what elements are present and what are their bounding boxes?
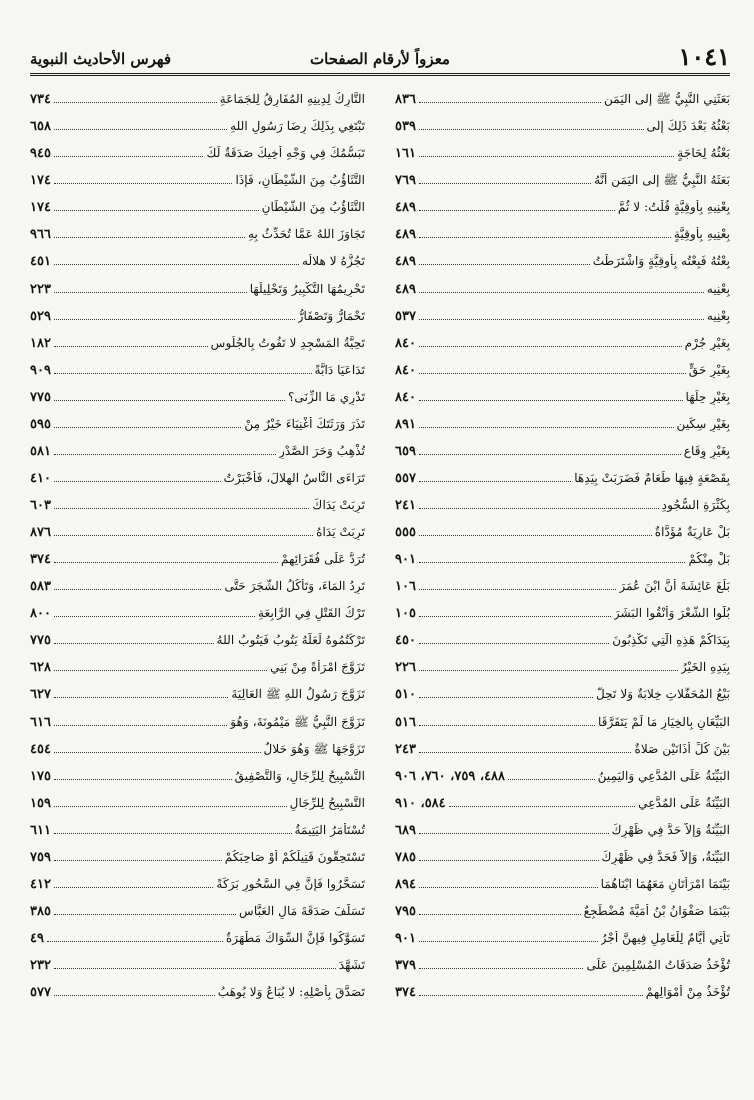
- page-reference: ٧٧٥: [30, 633, 51, 649]
- page-reference: ٦١٦: [30, 714, 51, 730]
- index-entry: [30, 188, 365, 215]
- index-entry: [30, 405, 365, 432]
- page-reference: ٥٩٥: [30, 416, 51, 432]
- page-reference: ١٧٤: [30, 173, 51, 189]
- hadith-text: التَّسْبِيحُ لِلرِّجَالِ، وَالتَّصْفِيقُ: [234, 768, 365, 783]
- page-reference: ٤٥٤: [30, 741, 51, 757]
- hadith-text: تُذْهِبُ وَحَرَ الصَّدْرِ: [278, 443, 365, 458]
- index-entry: [395, 757, 730, 784]
- page-reference: ٨٧٦: [30, 525, 51, 541]
- hadith-text: تَدَاعَيَا دَابَّةً: [314, 362, 365, 377]
- hadith-text: بَيْنَ كُلِّ أَذَانَيْنِ صَلاةٌ: [634, 741, 730, 756]
- hadith-text: تَرِبَتْ يَدَاكَ: [312, 498, 365, 512]
- hadith-text: البَيِّنَةُ، وَإِلاَّ فَحَدٌّ فِي ظَهْرِكَ: [601, 849, 730, 864]
- dot-leader: [508, 779, 595, 780]
- page-reference: ٣٧٤: [30, 552, 51, 568]
- dot-leader: [419, 725, 595, 726]
- index-entry: [30, 459, 365, 486]
- index-entry: [395, 730, 730, 757]
- index-entry: [30, 675, 365, 702]
- dot-leader: [419, 833, 609, 834]
- dot-leader: [54, 833, 292, 834]
- index-entry: [395, 675, 730, 702]
- page-reference: ٢٤٣: [395, 741, 416, 757]
- index-entry: [30, 648, 365, 675]
- page-reference: ١٠٦: [395, 579, 416, 595]
- index-entry: [30, 107, 365, 134]
- page-reference: ٤١٢: [30, 876, 51, 892]
- dot-leader: [54, 454, 276, 455]
- index-entry: [30, 378, 365, 405]
- page-reference: ٧٥٩: [30, 849, 51, 865]
- page-reference: ٦٥٨: [30, 119, 51, 135]
- hadith-text: بِكَثْرَةِ السُّجُودِ: [661, 498, 730, 512]
- index-entry: [30, 161, 365, 188]
- dot-leader: [419, 373, 686, 374]
- dot-leader: [419, 752, 631, 753]
- page-reference: ٤٨٩: [395, 281, 416, 297]
- dot-leader: [54, 102, 217, 103]
- page-reference: ٥١٠: [395, 687, 416, 703]
- dot-leader: [54, 210, 259, 211]
- index-entry: [30, 865, 365, 892]
- hadith-text: تَجَاوَزَ اللهُ عَمَّا تُحَدِّثُ بِهِ: [248, 227, 365, 242]
- hadith-text: تَزَوَّجَ رَسُولُ اللهِ ﷺ العَالِيَةَ: [231, 687, 365, 702]
- dot-leader: [54, 589, 222, 590]
- page-reference: ٧٨٥: [395, 849, 416, 865]
- index-entry: [395, 459, 730, 486]
- dot-leader: [419, 697, 593, 698]
- page-reference: ٨٩٤: [395, 876, 416, 892]
- index-entry: [395, 80, 730, 107]
- index-entry: [395, 865, 730, 892]
- index-entry: [395, 648, 730, 675]
- page-number: ١٠٤١: [678, 42, 730, 71]
- index-entry: [395, 919, 730, 946]
- page-reference: ٤٨٩: [395, 200, 416, 216]
- dot-leader: [54, 400, 285, 401]
- index-entry: [395, 594, 730, 621]
- page-reference: ٩٠١: [395, 931, 416, 946]
- index-entry: [30, 242, 365, 269]
- hadith-text: تَرِبَتْ يَدَاهُ: [316, 525, 365, 540]
- dot-leader: [54, 995, 215, 996]
- index-entry: [30, 702, 365, 729]
- dot-leader: [419, 941, 598, 942]
- index-entry: [395, 838, 730, 865]
- hadith-text: تَرْكُ القَتْلِ فِي الرَّابِعَةِ: [258, 606, 365, 621]
- page-reference: ٤٨٩: [395, 227, 416, 243]
- index-entry: [395, 892, 730, 919]
- index-title: فهرس الأحاديث النبوية: [30, 50, 172, 68]
- dot-leader: [54, 670, 267, 671]
- dot-leader: [54, 264, 299, 265]
- hadith-text: تُسْتَأْمَرُ اليَتِيمَةُ: [294, 822, 365, 837]
- dot-leader: [54, 968, 336, 969]
- hadith-text: بِعْنِيهِ بِأُوقِيَّةٍ قُلْتُ: لا ثُمَّ: [617, 200, 730, 215]
- page-reference: ٩٦٦: [30, 227, 51, 243]
- dot-leader: [419, 319, 704, 320]
- hadith-text: تُؤْخَذُ مِنْ أَمْوَالِهِمْ: [645, 985, 730, 1000]
- page-reference: ٧٩٥: [395, 903, 416, 919]
- page-reference: ٧٧٥: [30, 389, 51, 405]
- index-entry: [395, 351, 730, 378]
- page-reference: ٨٤٠: [395, 335, 416, 351]
- page-reference: ٩٠٩: [30, 362, 51, 378]
- hadith-text: تَشَهَّدَ: [338, 958, 365, 973]
- index-entry: [30, 297, 365, 324]
- index-entry: [30, 784, 365, 811]
- hadith-text: تَبَسُّمُكَ فِي وَجْهِ أَخِيكَ صَدَقَةٌ لَكَ: [206, 146, 365, 161]
- dot-leader: [54, 779, 232, 780]
- dot-leader: [419, 995, 643, 996]
- page-reference: ٥٧٧: [30, 985, 51, 1001]
- index-entry: [395, 134, 730, 161]
- page-reference: ٦٠٣: [30, 498, 51, 513]
- hadith-text: تَزَوَّجَ النَّبِيُّ ﷺ مَيْمُونَةَ، وَهُوَ: [230, 714, 365, 729]
- dot-leader: [54, 887, 213, 888]
- index-entry: [395, 486, 730, 513]
- page-reference: ٤٩: [30, 931, 44, 946]
- index-entry: [395, 702, 730, 729]
- hadith-text: التَّارِكُ لِدِينِهِ المُفَارِقُ لِلجَمَاعَةِ: [219, 92, 365, 107]
- page-reference: ٨٠٠: [30, 606, 51, 622]
- page-reference: ٥٥٥: [395, 525, 416, 541]
- dot-leader: [54, 697, 228, 698]
- page-reference: ٧٣٤: [30, 92, 51, 108]
- dot-leader: [54, 616, 255, 617]
- hadith-text: تَأْتِي أَيَّامٌ لِلْعَامِلِ فِيهِنَّ أَجْرُ: [600, 931, 730, 945]
- index-entry: [30, 838, 365, 865]
- page-reference: ٢٢٣: [30, 281, 51, 297]
- index-entry: [395, 973, 730, 1000]
- dot-leader: [54, 860, 222, 861]
- dot-leader: [54, 292, 247, 293]
- hadith-text: تَذَرَ وَرَثَتَكَ أَغْنِيَاءَ خَيْرٌ مِنْ: [244, 416, 365, 431]
- hadith-text: التَّسْبِيحُ لِلرِّجَالِ: [289, 795, 365, 810]
- dot-leader: [419, 427, 674, 428]
- dot-leader: [54, 914, 236, 915]
- dot-leader: [419, 454, 681, 455]
- index-entry: [395, 269, 730, 296]
- dot-leader: [47, 941, 223, 942]
- page-reference: ٦١١: [30, 822, 51, 838]
- dot-leader: [419, 346, 682, 347]
- index-entry: [395, 513, 730, 540]
- dot-leader: [54, 752, 261, 753]
- page-reference: ٥٨٤، ٩١٠: [395, 795, 446, 811]
- dot-leader: [54, 319, 295, 320]
- hadith-text: التَّثَاؤُبُ مِنَ الشَّيْطَانِ، فَإِذَا: [235, 173, 365, 188]
- dot-leader: [54, 373, 312, 374]
- hadith-text: تُؤْخَذُ صَدَقَاتُ المُسْلِمِينَ عَلَى: [586, 958, 730, 973]
- dot-leader: [419, 616, 611, 617]
- dot-leader: [419, 643, 609, 644]
- index-entry: [30, 351, 365, 378]
- hadith-text: تَزَوَّجَهَا ﷺ وَهُوَ حَلالٌ: [263, 741, 365, 756]
- hadith-text: تَرِدُ المَاءَ، وَتَأْكُلُ الشَّجَرَ حَتَّى: [224, 579, 365, 594]
- dot-leader: [419, 237, 671, 238]
- index-entry: [395, 107, 730, 134]
- hadith-text: تَحْرِيمُهَا التَّكْبِيرُ وَتَحْلِيلُهَا: [249, 281, 365, 296]
- index-entry: [395, 946, 730, 973]
- page-reference: ٤٨٩: [395, 254, 416, 270]
- dot-leader: [54, 237, 245, 238]
- page-reference: ٦٨٩: [395, 822, 416, 838]
- dot-leader: [54, 183, 232, 184]
- hadith-text: بَعْثُهُ لِحَاجَةٍ: [677, 146, 730, 161]
- page-reference: ٨٤٠: [395, 389, 416, 405]
- page-reference: ٣٧٤: [395, 985, 416, 1001]
- hadith-text: تَحِيَّةُ المَسْجِدِ لا تَفُوتُ بِالجُلُوسِ: [210, 335, 365, 350]
- page-reference: ٣٨٥: [30, 903, 51, 919]
- hadith-text: تَزَوَّجَ امْرَأَةً مِنْ بَنِي: [270, 660, 365, 675]
- index-entry: [395, 215, 730, 242]
- hadith-text: بَلَغَ عَائِشَةَ أَنَّ ابْنَ عُمَرَ: [619, 579, 730, 594]
- index-entry: [30, 215, 365, 242]
- dot-leader: [54, 481, 221, 482]
- hadith-text: بَلْ مِنْكُمْ: [688, 552, 730, 567]
- hadith-text: تَرْكَتُمُوهُ لَعَلَّهُ يَتُوبُ فَيَتُوبُ اللهُ: [216, 633, 365, 648]
- page-reference: ٦٢٨: [30, 660, 51, 676]
- index-entry: [395, 540, 730, 567]
- running-title: معزواً لأرقام الصفحات: [310, 50, 450, 68]
- right-column: [395, 80, 730, 1000]
- dot-leader: [419, 508, 659, 509]
- page-reference: ٩٠١: [395, 552, 416, 568]
- index-entry: [30, 486, 365, 513]
- index-entry: [395, 405, 730, 432]
- hadith-text: بَيْعُ المُحَفَّلاتِ خِلابَةٌ وَلا تَحِلُّ: [595, 687, 730, 702]
- header-rule: [30, 73, 730, 76]
- hadith-text: بِقَصْعَةٍ فِيهَا طَعَامٌ فَضَرَبَتْ بِيَدِهَا: [574, 470, 730, 485]
- hadith-text: بِغَيْرِ جُرْمٍ: [684, 335, 730, 350]
- page-reference: ٨٣٦: [395, 92, 416, 108]
- page-reference: ٥٨١: [30, 443, 51, 459]
- page-reference: ٤٨٨، ٧٥٩، ٧٦٠، ٩٠٦: [395, 768, 506, 784]
- page-reference: ١٥٩: [30, 795, 51, 811]
- index-entry: [395, 621, 730, 648]
- index-entry: [395, 324, 730, 351]
- index-entry: [30, 973, 365, 1000]
- dot-leader: [419, 535, 652, 536]
- page-reference: ٣٧٩: [395, 958, 416, 974]
- index-entry: [395, 567, 730, 594]
- index-entry: [30, 567, 365, 594]
- hadith-text: بَيْنَمَا صَفْوَانُ بْنُ أُمَيَّةَ مُضْطَجِعٌ: [583, 903, 730, 918]
- index-entry: [395, 784, 730, 811]
- hadith-text: بِعْنِيه: [706, 281, 730, 296]
- hadith-text: بَيْنَمَا امْرَأَتَانِ مَعَهُمَا ابْنَاهُمَا: [600, 876, 730, 891]
- hadith-text: البَيِّعَانِ بِالخِيَارِ مَا لَمْ يَتَفَرَّقَا: [597, 714, 730, 729]
- index-entry: [395, 811, 730, 838]
- index-entry: [395, 242, 730, 269]
- hadith-text: بُلُّوا الشَّعْرَ وَأَنْقُوا البَشَرَ: [613, 606, 730, 621]
- dot-leader: [419, 887, 598, 888]
- hadith-text: بَلْ عَارِيَةٌ مُؤَدَّاةٌ: [654, 525, 730, 540]
- hadith-text: تَسَحَّرُوا فَإِنَّ فِي السَّحُورِ بَرَكَةً: [216, 876, 365, 891]
- hadith-text: تَحْمَارُّ وَتَصْفَارُّ: [297, 308, 365, 323]
- page-reference: ٨٩١: [395, 416, 416, 432]
- hadith-text: البَيِّنَةُ عَلَى المُدَّعِي: [638, 795, 730, 810]
- dot-leader: [449, 806, 636, 807]
- dot-leader: [419, 183, 591, 184]
- page-reference: ٥٢٩: [30, 308, 51, 324]
- index-entry: [395, 188, 730, 215]
- page-reference: ٨٤٠: [395, 362, 416, 378]
- left-column: [30, 80, 365, 1000]
- page-reference: ٥٣٩: [395, 119, 416, 135]
- index-entry: [30, 811, 365, 838]
- hadith-text: بِعْنِيه: [706, 308, 730, 323]
- dot-leader: [419, 481, 571, 482]
- page-reference: ٤٥١: [30, 254, 51, 270]
- index-columns: [30, 80, 730, 1000]
- hadith-text: بِعْنِيهِ بِأُوقِيَّةٍ: [673, 227, 730, 242]
- index-entry: [395, 297, 730, 324]
- hadith-text: بِيَدِهِ الخَيْرُ: [680, 660, 730, 675]
- hadith-text: التَّثَاؤُبُ مِنَ الشَّيْطَانِ: [261, 200, 365, 215]
- page-reference: ٢٤١: [395, 498, 416, 513]
- page-reference: ٥٣٧: [395, 308, 416, 324]
- hadith-text: تَجُزُّهُ لا هلالُه: [301, 254, 365, 269]
- page-reference: ٦٥٩: [395, 443, 416, 459]
- dot-leader: [419, 102, 601, 103]
- hadith-text: بِغَيْرِ وِقَاعٍ: [683, 443, 730, 458]
- index-entry: [30, 892, 365, 919]
- page-header: [30, 42, 730, 72]
- page-reference: ٥٥٧: [395, 470, 416, 486]
- dot-leader: [419, 129, 644, 130]
- page-reference: ٢٣٢: [30, 958, 51, 974]
- page-reference: ٤٥٠: [395, 633, 416, 649]
- dot-leader: [54, 129, 227, 130]
- page-reference: ٤١٠: [30, 470, 51, 486]
- index-entry: [30, 324, 365, 351]
- index-entry: [30, 134, 365, 161]
- hadith-text: بِغَيْرِ سِكِّينٍ: [676, 416, 730, 431]
- hadith-text: بِغَيْرِ حِلِّهَا: [685, 389, 730, 404]
- dot-leader: [54, 508, 309, 509]
- page-reference: ١٠٥: [395, 606, 416, 622]
- dot-leader: [419, 562, 686, 563]
- index-entry: [30, 946, 365, 973]
- dot-leader: [54, 643, 214, 644]
- hadith-text: بَعْثُهُ بَعْدَ ذَلِكَ إِلى: [646, 119, 730, 134]
- index-entry: [30, 513, 365, 540]
- index-entry: [30, 540, 365, 567]
- page-reference: ١٦١: [395, 146, 416, 162]
- page-reference: ١٧٥: [30, 768, 51, 784]
- hadith-text: تَرَاءَى النَّاسُ الهِلالَ، فَأَخْبَرْتُ: [223, 470, 365, 485]
- index-entry: [30, 757, 365, 784]
- dot-leader: [419, 210, 615, 211]
- dot-leader: [54, 156, 204, 157]
- index-entry: [30, 594, 365, 621]
- dot-leader: [419, 400, 683, 401]
- index-entry: [30, 621, 365, 648]
- hadith-text: تُرَدُّ عَلَى فُقَرَائِهِمْ: [281, 552, 365, 567]
- page-reference: ٦٢٧: [30, 687, 51, 703]
- page-reference: ٥٨٣: [30, 579, 51, 595]
- index-entry: [30, 80, 365, 107]
- page-reference: ٥١٦: [395, 714, 416, 730]
- dot-leader: [419, 670, 678, 671]
- hadith-text: بِعْتُهُ فَبِعْتُه بِأُوقِيَّةٍ وَاشْتَرَطْتُ: [592, 254, 730, 269]
- dot-leader: [419, 860, 599, 861]
- hadith-text: تَسَلَّفَ صَدَقَةَ مَالِ العَبَّاسِ: [239, 903, 365, 918]
- page-reference: ٢٢٦: [395, 660, 416, 676]
- dot-leader: [54, 562, 278, 563]
- hadith-text: بِيَدَاكُمْ هَذِهِ الَّتِي تَكْذِبُونَ: [612, 633, 730, 648]
- dot-leader: [54, 806, 287, 807]
- dot-leader: [419, 156, 674, 157]
- hadith-text: تَسَوَّكُوا فَإِنَّ السِّوَاكَ مَطْهَرَةٌ: [225, 931, 365, 945]
- hadith-text: البَيِّنَةُ عَلَى المُدَّعِي وَاليَمِينُ: [597, 768, 730, 783]
- hadith-text: بِغَيْرِ حَقٍّ: [688, 362, 730, 377]
- dot-leader: [419, 589, 616, 590]
- hadith-text: تَسْتَحِقُّونَ قَتِيلَكُمْ أَوْ صَاحِبَكُمْ: [224, 849, 365, 864]
- hadith-text: البَيِّنَةُ وَإِلاَّ حَدٌّ فِي ظَهْرِكَ: [611, 822, 730, 837]
- page-reference: ١٨٢: [30, 335, 51, 351]
- page-reference: ١٧٤: [30, 200, 51, 216]
- index-entry: [30, 432, 365, 459]
- index-entry: [395, 378, 730, 405]
- index-entry: [395, 161, 730, 188]
- index-entry: [30, 919, 365, 946]
- dot-leader: [54, 427, 241, 428]
- page-reference: ٩٤٥: [30, 146, 51, 162]
- index-entry: [30, 269, 365, 296]
- hadith-text: تَصَدَّقَ بِأَصْلِهِ: لا يُبَاعُ وَلا يُوهَبُ: [217, 985, 365, 1000]
- dot-leader: [419, 292, 704, 293]
- dot-leader: [419, 264, 590, 265]
- dot-leader: [54, 346, 208, 347]
- index-entry: [30, 730, 365, 757]
- page-reference: ٧٦٩: [395, 173, 416, 189]
- hadith-text: تَبْتَغِي بِذَلِكَ رِضَا رَسُولِ اللهِ: [230, 119, 365, 134]
- hadith-text: بَعَثَنِي النَّبِيُّ ﷺ إلى اليَمَن: [604, 92, 730, 107]
- index-entry: [395, 432, 730, 459]
- hadith-text: تَدْرِي مَا الزِّنَى؟: [287, 389, 365, 404]
- dot-leader: [54, 535, 313, 536]
- dot-leader: [419, 914, 581, 915]
- dot-leader: [419, 968, 584, 969]
- hadith-text: بَعَثَهُ النَّبِيُّ ﷺ إلى اليَمَنِ أنَّهُ: [594, 173, 730, 188]
- dot-leader: [54, 725, 227, 726]
